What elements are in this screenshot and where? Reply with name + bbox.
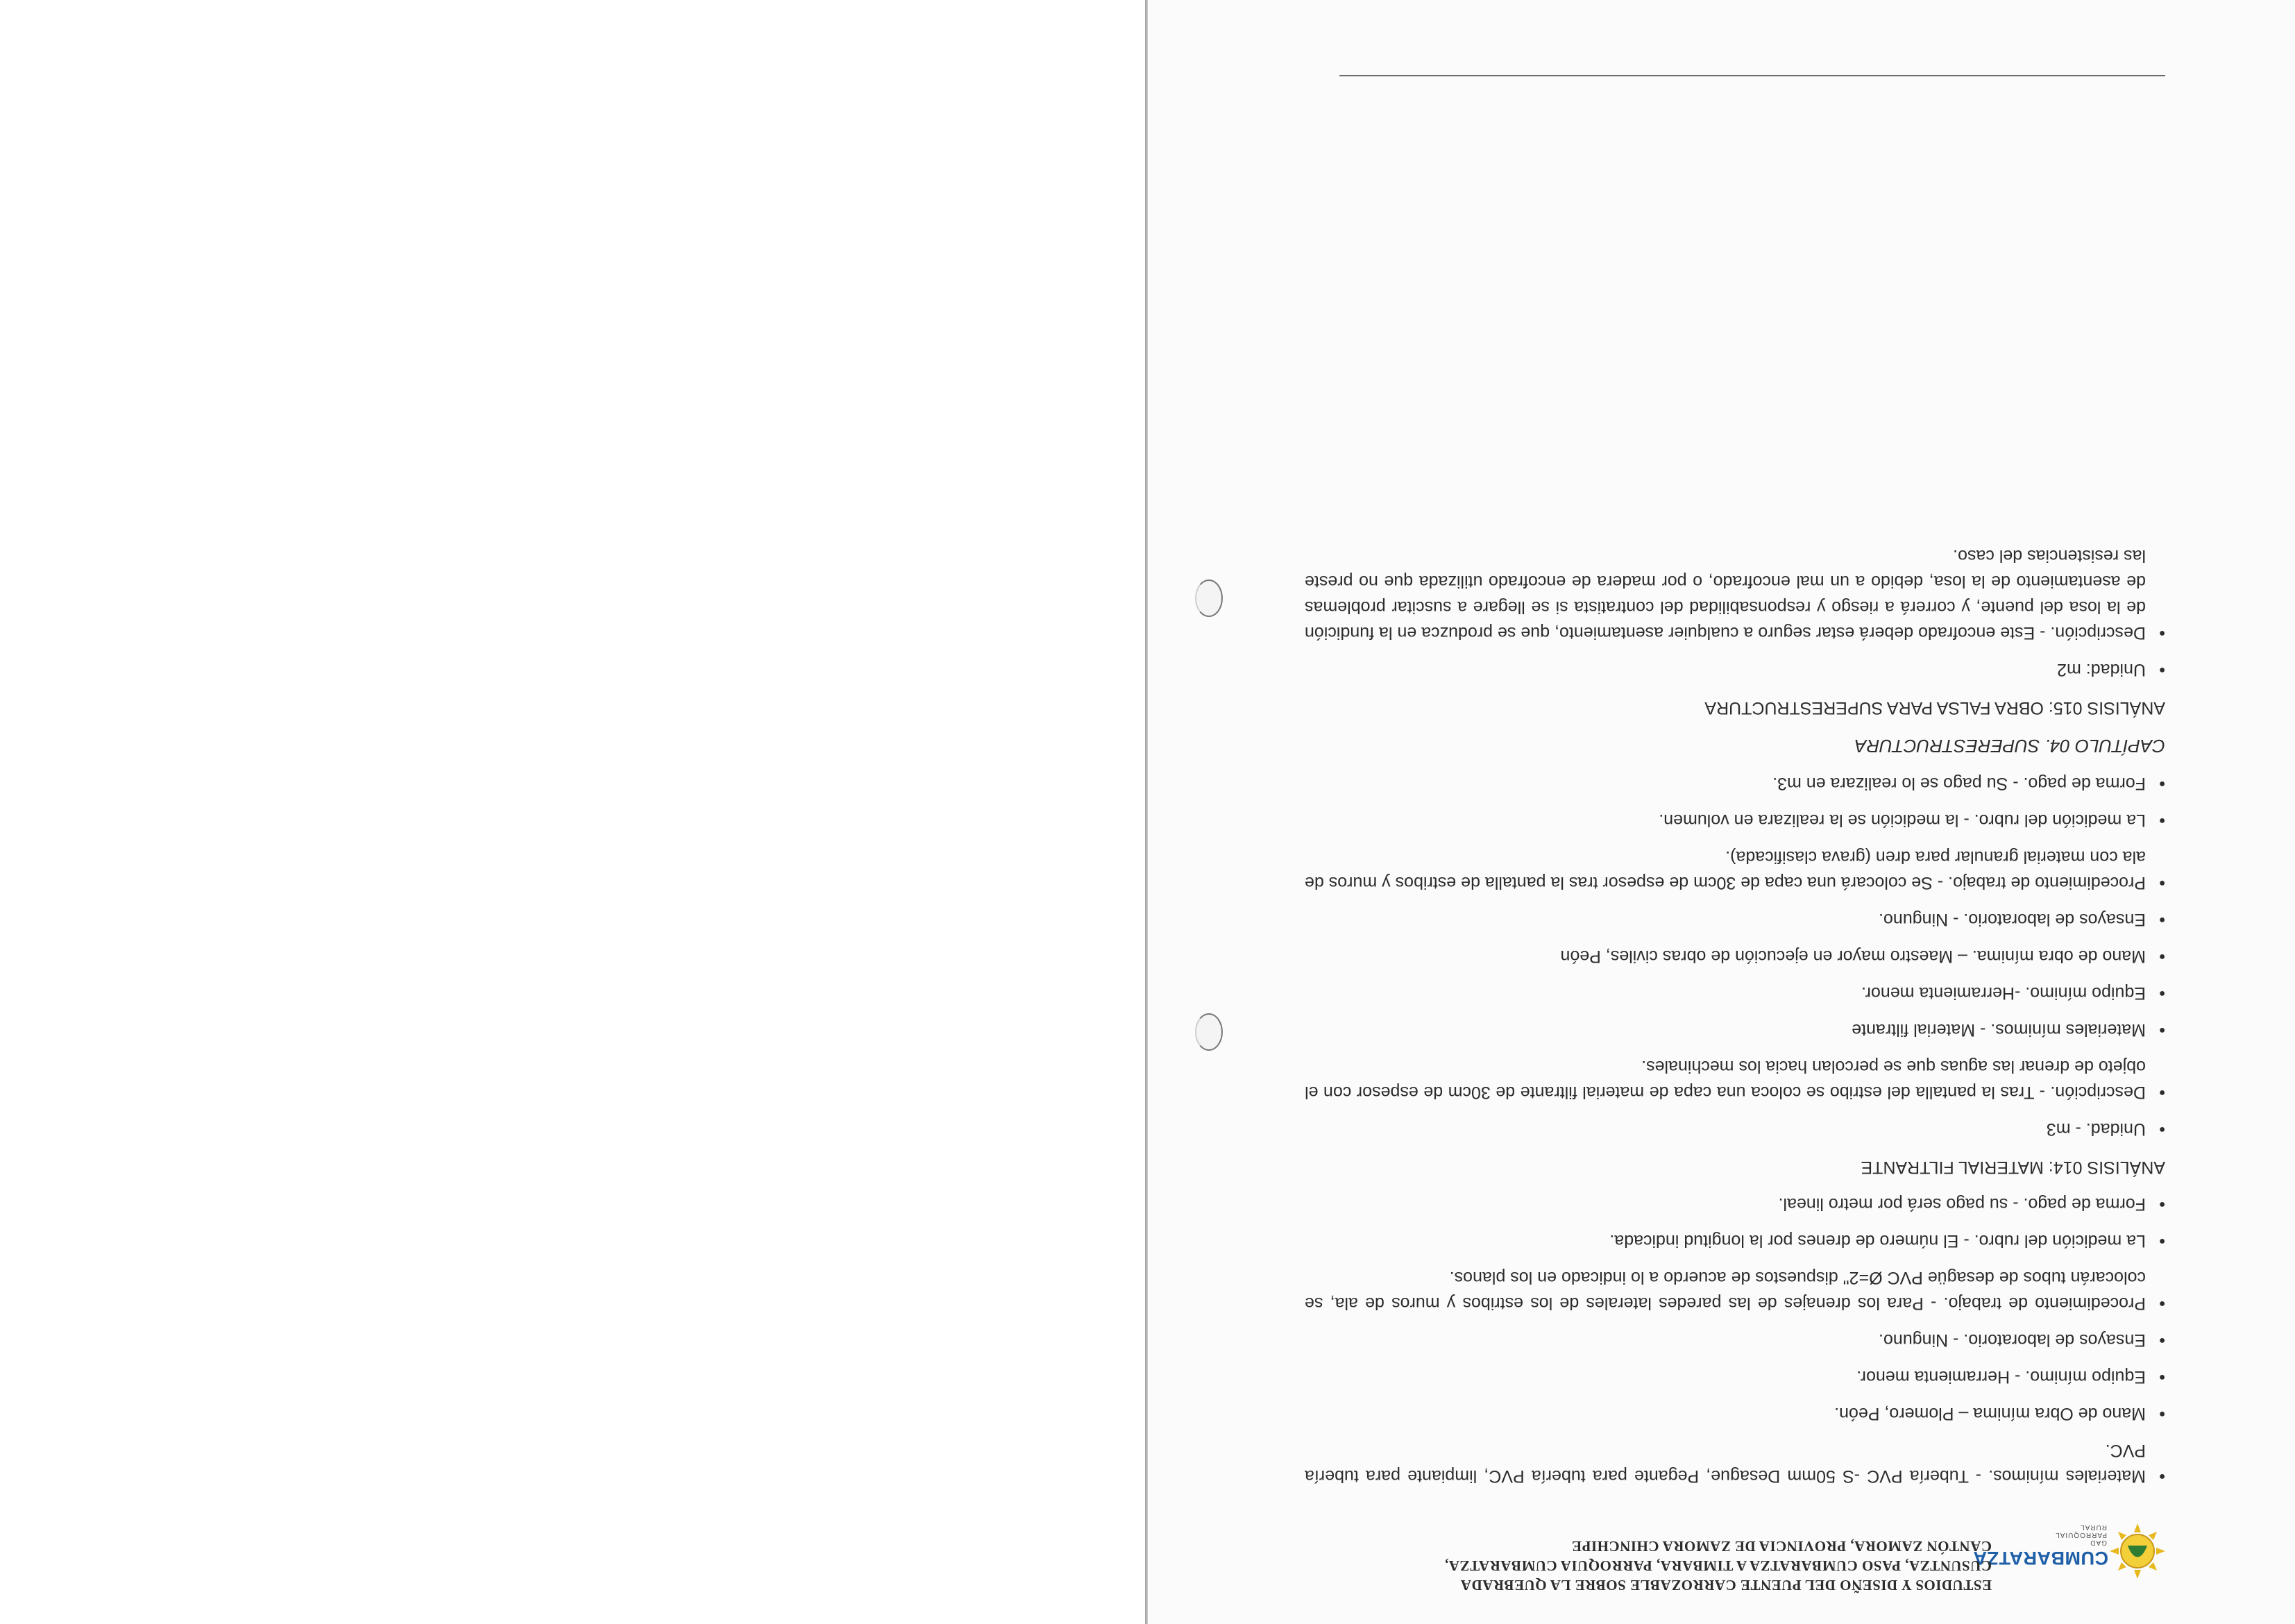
bullet-item: • Procedimiento de trabajo. - Se colocará una capa de 30cm de espesor tras la pantalla de estribos y muros de ala con material granular para dren (grava clasificada). <box>1305 844 2165 895</box>
section-heading: ANÁLISIS 015: OBRA FALSA PARA SUPERESTRUCTURA <box>1704 698 2165 718</box>
bullet-item: • Ensayos de laboratorio. - Ninguno. <box>1305 1327 2165 1353</box>
header-title-line-2: CUSUNTZA, PASO CUMBARATZA A TIMBARA, PARROQUIA CUMBARATZA, <box>1444 1557 1992 1574</box>
logo-tagline: GAD PARROQUIAL RURAL <box>2055 1523 2107 1546</box>
bullet-item: • La medición del rubro. - la medición se la realizara en volumen. <box>1305 807 2165 833</box>
header-title <box>1305 1537 1992 1595</box>
bullet-item: • Equipo mínimo. -Herramienta menor. <box>1305 980 2165 1006</box>
chapter-heading: CAPÍTULO 04. SUPERESTRUCTURA <box>1854 736 2165 756</box>
cumbaratza-logo <box>1973 1506 2165 1596</box>
header-title-line-1: ESTUDIOS Y DISEÑO DEL PUENTE CARROZABLE SOBRE LA QUEBRADA <box>1460 1577 1992 1593</box>
document-body <box>1305 532 2165 1489</box>
bullet-item: • Forma de pago. - Su pago se lo realizara en m3. <box>1305 770 2165 796</box>
bullet-item: • Procedimiento de trabajo. - Para los drenajes de las paredes laterales de los estribos y muros de ala, se colocarán tubos de desagüe PVC Ø=2" dispuestos de acuerdo a lo indicado en los planos. <box>1305 1264 2165 1316</box>
document-header <box>1305 1492 2165 1610</box>
bullet-item: • Descripción. - Este encofrado deberá estar seguro a cualquier asentamiento, que se produzca en la fundición de la losa del puente, y correrá a riesgo y responsabilidad del contratista si se llegare a suscitar problemas de asentamiento de la losa, debido a un mal encofrado, o por madera de encofrado utilizada que no preste las resistencias del caso. <box>1305 543 2165 645</box>
section-heading: ANÁLISIS 014: MATERIAL FILTRANTE <box>1861 1158 2165 1177</box>
blank-left-page <box>0 0 1146 1624</box>
punch-hole-top <box>1195 580 1223 617</box>
logo-wordmark: CUMBARATZA <box>1973 1548 2108 1568</box>
bullet-item: • Forma de pago. - su pago será por metro lineal. <box>1305 1191 2165 1217</box>
bullet-item: • Descripción. - Tras la pantalla del estribo se coloca una capa de material filtrante de 30cm de espesor con el objeto de drenar las aguas que se percolan hacia los mechinales. <box>1305 1054 2165 1105</box>
bullet-item: • Equipo mínimo. - Herramienta menor. <box>1305 1364 2165 1389</box>
bullet-item: • Materiales mínimos. - Tubería PVC -S 50mm Desague, Pegante para tubería PVC, limpiante para tubería PVC. <box>1305 1437 2165 1489</box>
bullet-item: • Unidad. - m3 <box>1305 1116 2165 1142</box>
bullet-item: • La medición del rubro. - El número de drenes por la longitud indicada. <box>1305 1228 2165 1253</box>
bullet-item: • Mano de obra mínima. – Maestro mayor en ejecución de obras civiles, Peón <box>1305 943 2165 969</box>
footer-rule <box>1339 75 2165 76</box>
punch-hole-bottom <box>1195 1013 1223 1051</box>
bullet-item: • Unidad: m2 <box>1305 657 2165 682</box>
bullet-item: • Ensayos de laboratorio. - Ninguno. <box>1305 906 2165 932</box>
header-title-line-3: CANTÓN ZAMORA, PROVINCIA DE ZAMORA CHINCHIPE <box>1571 1538 1992 1555</box>
bullet-item: • Materiales mínimos. - Material filtrante <box>1305 1017 2165 1042</box>
bullet-item: • Mano de Obra mínima – Plomero, Peón. <box>1305 1401 2165 1426</box>
document-page-rotated <box>1305 42 2165 1610</box>
